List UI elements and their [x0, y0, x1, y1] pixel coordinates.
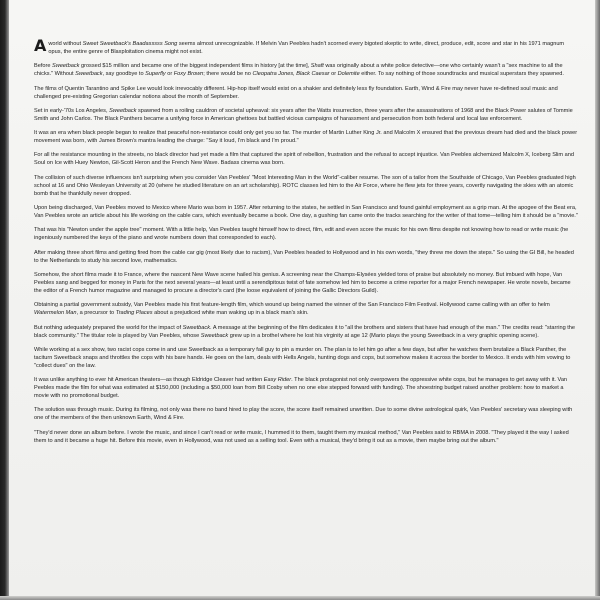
article-paragraph [34, 226, 578, 242]
article-paragraph [34, 85, 578, 101]
italic-title: Sweetback [182, 324, 211, 331]
text-run: But nothing adequately prepared the world for the impact of [34, 324, 183, 331]
italic-title: Sweetback [109, 107, 137, 114]
italic-title: Sweet Sweetback's Baadasssss Song [82, 41, 178, 47]
text-run: The films of Quentin Tarantino and Spike Lee would look irrevocably different. Hip-hop itself would exist on a shakier and definitely less fly foundation. Earth, Wind & Fire may never have re-defined soul music and challenged pre-existing Gregorian calendar notions about the month of September. [34, 85, 558, 100]
text-run: was originally about a white police detective—one who certainly wasn't a "sex machine to all the chicks." Without [34, 63, 563, 78]
page-right-edge-shadow [595, 0, 600, 600]
text-run: Obtaining a partial government subsidy, Van Peebles made his first feature-length film, which wound up being named the winner of the San Francisco Film Festival. Hollywood came calling with an offer to helm [34, 302, 550, 309]
article-paragraph [34, 376, 578, 400]
text-run: That was his "Newton under the apple tree" moment. With a little help, Van Peebles taught himself how to direct, film, edit and even score the music for his own films despite not knowing how to read or write music (he ingeniously numbered the keys of the piano and wrote numbers down that corresponded to each). [34, 227, 569, 242]
text-run: . A message at the beginning of the film dedicates it to "all the brothers and sisters that have had enough of the man." The credits read: "starring the black community." The titular role is played by Van Peebles, whose [34, 324, 576, 339]
text-run: For all the resistance mounting in the streets, no black director had yet made a film that captured the spirit of rebellion, frustration and the refusal to accept injustice. Van Peebles alchemized Malcolm X, Iceberg Slim and Soul on Ice with Huey Newton, Gil-Scott Heron and the French New Wave. Badass cinema was born. [34, 152, 574, 167]
article-paragraph [34, 36, 578, 56]
article-body [34, 36, 578, 451]
article-paragraph [34, 271, 578, 295]
page-bottom-edge-shadow [0, 596, 600, 600]
text-run: Somehow, the short films made it to France, where the nascent New Wave scene hailed his genius. A screening near the Champs-Elysées yielded tons of praise but absolutely no money. But imbued with hope, Van Peebles sang and begged for money in Paris for the next several years—at least until a serendipitous twist of fate somehow led him to become a crime reporter for a major French newspaper. He wrote novels, became the editor of a French humor magazine and managed to procure a director's card (the loose equivalent of joining the Gallic Directors Guild). [34, 271, 571, 294]
text-run: ; there would be no [203, 71, 253, 78]
italic-title: Dolemite [337, 71, 360, 78]
text-run: Upon being discharged, Van Peebles moved to Mexico where Mario was born in 1957. After returning to the states, he settled in San Francisco and found gainful employment as a grip man. At the apogee of the Beat era, Van Peebles wrote an article about his life working on the cable cars, which eventually became a book. One day, a gushing fan came onto the tracks searching for the writer of that tome—telling him it should be a "movie." [34, 205, 578, 220]
italic-title: Watermelon Man [34, 310, 77, 317]
text-run: either. To say nothing of those soundtracks and musical superstars they spawned. [359, 71, 564, 78]
italic-title: Cleopatra Jones, Black Caesar [252, 71, 330, 78]
page-left-edge-shadow [0, 0, 9, 600]
article-paragraph [34, 174, 578, 198]
article-paragraph [34, 346, 578, 370]
text-run: spawned from a roiling cauldron of societal upheaval: six years after the Watts insurrection, three years after the assassinations of 1968 and the Black Power salutes of Tommie Smith and John Carlos. The Black Panthers became a unifying force in American ghettoes but battled vicious campaigns of harassment and persecution from both federal and local law enforcement. [34, 107, 573, 122]
article-paragraph [34, 151, 578, 167]
text-run: or [329, 71, 338, 78]
italic-title: Sweetback [75, 71, 103, 78]
italic-title: Easy Rider [263, 377, 292, 384]
italic-title: Sweetback [52, 63, 80, 70]
text-run: Set in early-'70s Los Angeles, [34, 107, 110, 114]
italic-title: Shaft [310, 63, 324, 70]
article-paragraph [34, 324, 578, 340]
text-run: seems almost unrecognizable. If Melvin Van Peebles hadn't scorned every bigoted skeptic to write, direct, produce, edit, score and star in his 1971 magnum opus, the entire genre of Blaxploitation cinema might not exist. [48, 41, 565, 55]
drop-cap: A [34, 36, 47, 55]
text-run: , a precursor to [76, 310, 116, 317]
text-run: While working at a sex show, two racist cops come in and use Sweetback as a temporary fall guy to pin a murder on. The plan is to let him go after a few days, but after he watches them brutalize a Black Panther, the taciturn Sweetback snaps and throttles the cops with his bare hands. He goes on the lam, deals with Hells Angels, hunting dogs and cops, but somehow makes it across the border to Mexico. It ends with him vowing to "collect dues" on the law. [34, 346, 571, 369]
article-paragraph [34, 429, 578, 445]
text-run: The collision of such diverse influences isn't surprising when you consider Van Peebles' "Most Interesting Man in the World"-caliber resume. The son of a tailor from the Southside of Chicago, Van Peebles graduated high school at 16 and Ohio Wesleyan University at 20 (where he studied literature on an art scholarship). ROTC classes led him to the Air Force, where he flew jets for three years, covertly navigating the skies with an atomic bomb that he thankfully never dropped. [34, 174, 576, 197]
text-run: After making three short films and getting fired from the cable car gig (most likely due to racism), Van Peebles headed to Hollywood and in his own words, "they threw me down the steps." So using the GI Bill, he headed to the Netherlands to study his second love, mathematics. [34, 249, 574, 264]
italic-title: Foxy Brown [173, 71, 204, 78]
text-run: or [165, 71, 174, 78]
article-paragraph [34, 301, 578, 317]
article-paragraph [34, 249, 578, 265]
text-run: grossed $15 million and became one of the biggest independent films in history [at the time], [79, 63, 311, 70]
text-run: grew up in a brothel where he lost his virginity at age 12 (Mario plays the young Sweetback in a very graphic opening scene). [228, 332, 539, 339]
text-run: Before [34, 63, 53, 70]
article-paragraph [34, 204, 578, 220]
italic-title: Trading Places [115, 310, 153, 317]
text-run: world without [48, 41, 83, 47]
italic-title: Sweetback [200, 332, 229, 339]
text-run: . The black protagonist not only overpowers the oppressive white cops, but he manages to get away with it. Van Peebles made the film for what was estimated at $150,000 (including a $50,000 loan from Bill Cosby when no one else stepped forward with funding). The shoestring budget raised another problem: how to market a movie with no promotional budget. [34, 377, 568, 400]
article-paragraph [34, 406, 578, 422]
text-run: It was unlike anything to ever hit American theaters—as though Eldridge Cleaver had written [34, 377, 264, 384]
italic-title: Superfly [145, 71, 166, 78]
text-run: "They'd never done an album before. I wrote the music, and since I can't read or write music, I hummed it to them, taught them my musical method," Van Peebles said to RBMA in 2008. "They played it the way I asked them to and it became a huge hit. Before this movie, even in Hollywood, was not used as a selling tool. Even with a musical, they'd bring it out as a movie, then maybe bring out the album." [34, 429, 569, 444]
text-run: It was an era when black people began to realize that peaceful non-resistance could only get you so far. The murder of Martin Luther King Jr. and Malcolm X ensured that the previous dream had died and the black power movement was born, with James Brown's mantra leading the charge: "Say it loud, I'm black and I'm proud." [34, 130, 578, 145]
text-run: , say goodbye to [102, 71, 146, 78]
text-run: about a prejudiced white man waking up in a black man's skin. [152, 310, 309, 317]
article-paragraph [34, 129, 578, 145]
article-paragraph [34, 62, 578, 78]
article-paragraph [34, 107, 578, 123]
text-run: The solution was through music. During its filming, not only was there no band hired to play the score, the score itself remained unwritten. Due to some divine astrological quirk, Van Peebles' secretary was sleeping with one of the members of the then unknown Earth, Wind & Fire. [34, 407, 573, 422]
